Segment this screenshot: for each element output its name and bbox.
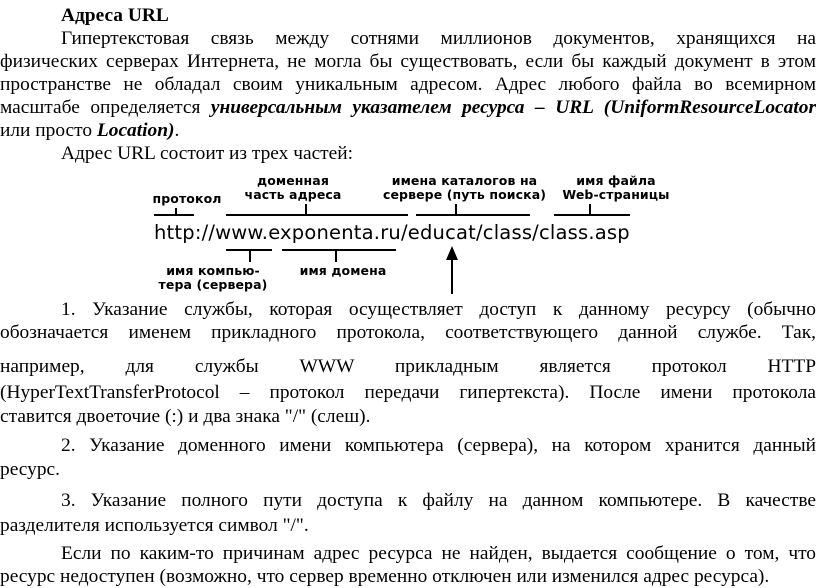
page-title: Адреса URL <box>61 5 169 26</box>
intro-line-3: пространстве не обладал своим уникальным адресом. Адрес любого файла во всемирном <box>0 74 816 95</box>
intro-line-4: масштабе определяется универсальным указателем ресурса – URL (UniformResourceLocator <box>0 97 816 118</box>
label-protocol: протокол <box>152 191 222 206</box>
label-computer-name: имя компью- тера (сервера) <box>158 263 268 292</box>
label-catalogs-path: имена каталогов на сервере (путь поиска) <box>382 173 547 202</box>
url-structure-diagram <box>150 166 690 298</box>
url-example: http://www.exponenta.ru/educat/class/class.asp <box>154 221 630 244</box>
item1-line-5: ставится двоеточие (:) и два знака "/" (слеш). <box>0 406 371 427</box>
item1-line-4: (HyperTextTransferProtocol – протокол передачи гипертекста). После имени протокола <box>0 382 816 403</box>
arrow-head <box>446 246 458 260</box>
item1-line-2: обозначается именем прикладного протокола, соответствующего данной службе. Так, <box>0 322 816 343</box>
label-filename: имя файла Web-страницы <box>562 173 670 202</box>
item2-line-2: ресурс. <box>0 459 60 480</box>
intro-line-1: Гипертекстовая связь между сотнями миллионов документов, хранящихся на <box>61 28 816 49</box>
label-domain-part: доменная часть адреса <box>244 173 342 202</box>
item3-line-2: разделителя используется символ "/". <box>0 515 309 536</box>
item1-line-3: например, для службы WWW прикладным является протокол HTTP <box>0 356 816 377</box>
closing-line-2: ресурс недоступен (возможно, что сервер временно отключен или изменился адрес ресурса). <box>0 566 770 587</box>
intro-line-2: физических серверах Интернета, не могла бы существовать, если бы каждый документ в этом <box>0 51 816 72</box>
label-domain-name: имя домена <box>299 263 387 278</box>
parts-intro: Адрес URL состоит из трех частей: <box>61 143 354 164</box>
item1-line-1: 1. Указание службы, которая осуществляет доступ к данному ресурсу (обычно <box>61 299 816 320</box>
diagram-lines <box>150 166 690 298</box>
item2-line-1: 2. Указание доменного имени компьютера (сервера), на котором хранится данный <box>61 435 816 456</box>
item3-line-1: 3. Указание полного пути доступа к файлу на данном компьютере. В качестве <box>61 490 816 511</box>
closing-line-1: Если по каким-то причинам адрес ресурса не найден, выдается сообщение о том, что <box>61 543 816 564</box>
intro-line-5: или просто Location). <box>0 120 180 141</box>
